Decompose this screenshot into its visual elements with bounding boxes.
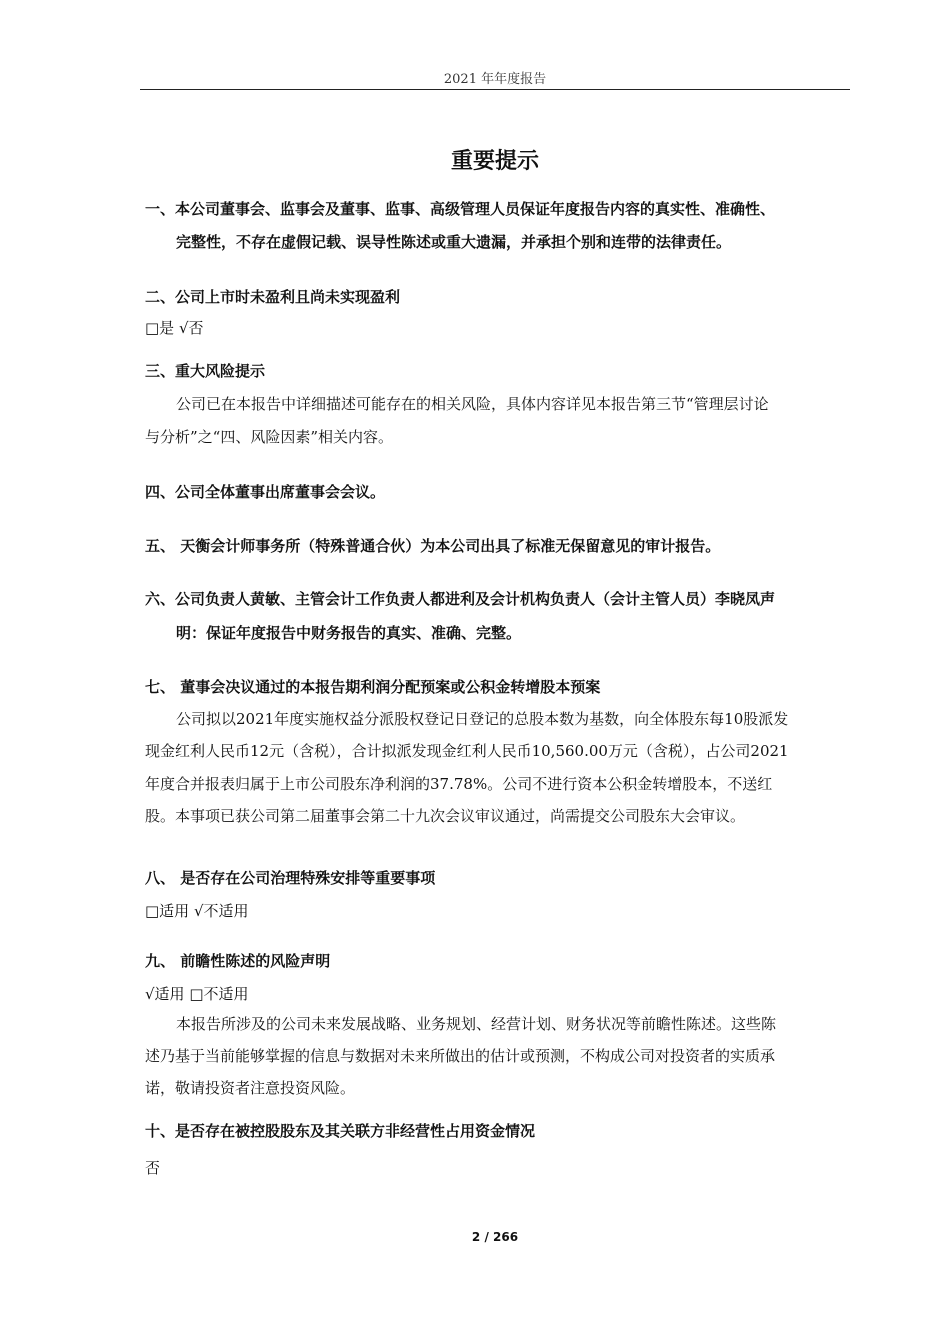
- section-7-heading: 七、 董事会决议通过的本报告期利润分配预案或公积金转增股本预案: [145, 678, 601, 696]
- section-5-heading: 五、 天衡会计师事务所（特殊普通合伙）为本公司出具了标准无保留意见的审计报告。: [145, 537, 721, 555]
- section-7-line-4: 股。本事项已获公司第二届董事会第二十九次会议审议通过，尚需提交公司股东大会审议。: [145, 807, 746, 825]
- section-9-line-1: 本报告所涉及的公司未来发展战略、业务规划、经营计划、财务状况等前瞻性陈述。这些陈: [176, 1015, 777, 1033]
- section-6-line-2: 明：保证年度报告中财务报告的真实、准确、完整。: [176, 624, 522, 642]
- section-8-options: □适用 √不适用: [145, 902, 249, 920]
- header-rule: [140, 89, 850, 90]
- page-title: 重要提示: [450, 149, 539, 174]
- section-2-heading: 二、公司上市时未盈利且尚未实现盈利: [145, 288, 401, 306]
- section-1-line-2: 完整性，不存在虚假记载、误导性陈述或重大遗漏，并承担个别和连带的法律责任。: [176, 233, 732, 251]
- section-1-line-1: 一、本公司董事会、监事会及董事、监事、高级管理人员保证年度报告内容的真实性、准确性、: [145, 200, 776, 218]
- section-3-line-1: 公司已在本报告中详细描述可能存在的相关风险，具体内容详见本报告第三节“管理层讨论: [176, 395, 769, 413]
- section-8-heading: 八、 是否存在公司治理特殊安排等重要事项: [145, 869, 436, 887]
- page-number: 2 / 266: [471, 1230, 519, 1244]
- section-10-heading: 十、是否存在被控股股东及其关联方非经营性占用资金情况: [145, 1122, 536, 1140]
- section-2-options: □是 √否: [145, 319, 204, 337]
- section-6-line-1: 六、公司负责人黄敏、主管会计工作负责人都进利及会计机构负责人（会计主管人员）李晓凤声: [145, 590, 776, 608]
- section-10-answer: 否: [145, 1159, 161, 1177]
- section-9-heading: 九、 前瞻性陈述的风险声明: [145, 952, 331, 970]
- section-3-heading: 三、重大风险提示: [145, 362, 266, 380]
- section-7-line-3: 年度合并报表归属于上市公司股东净利润的37.78%。公司不进行资本公积金转增股本，不送红: [145, 775, 773, 793]
- section-9-line-3: 诺，敬请投资者注意投资风险。: [145, 1079, 356, 1097]
- section-7-line-2: 现金红利人民币12元（含税），合计拟派发现金红利人民币10,560.00万元（含税），占公司2021: [145, 742, 789, 760]
- section-9-options: √适用 □不适用: [145, 985, 249, 1003]
- section-3-line-2: 与分析”之“四、风险因素”相关内容。: [145, 428, 394, 446]
- section-7-line-1: 公司拟以2021年度实施权益分派股权登记日登记的总股本数为基数，向全体股东每10股派发: [176, 710, 789, 728]
- section-9-line-2: 述乃基于当前能够掌握的信息与数据对未来所做出的估计或预测，不构成公司对投资者的实质承: [145, 1047, 776, 1065]
- header-title: 2021 年年度报告: [443, 72, 547, 87]
- section-4-heading: 四、公司全体董事出席董事会会议。: [145, 483, 386, 501]
